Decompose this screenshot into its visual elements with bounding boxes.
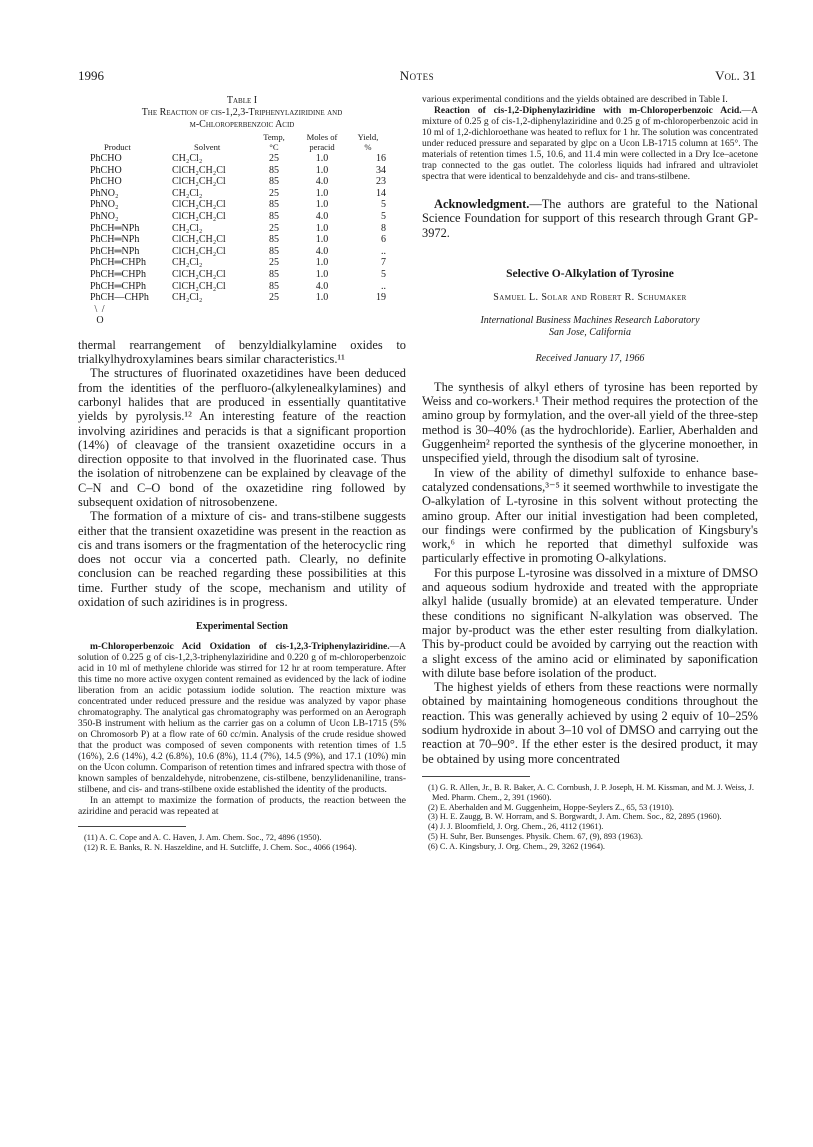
reaction-2-paragraph [422,106,758,183]
cell-solvent: CH₂Cl₂ [172,153,203,164]
article-paragraph-2: In view of the ability of dimethyl sulfoxide to enhance base-catalyzed condensations,³⁻⁵ it seemed worthwhile to investigate the O-alkylation of L-tyrosine in this solvent without protecting the amino group. After our initial investigation had been completed, our findings were confirmed by the publication of Kingsbury's work,⁶ in which he reported that dimethyl sulfoxide was particularly effective in promoting O-alkylations. [422,465,758,566]
cell-yield: .. [381,280,386,292]
article-paragraph-1: The synthesis of alkyl ethers of tyrosine has been reported by Weiss and co-workers.¹ Their method requires the protection of the amino group by formylation, and the over-all yield of the three-step method is 30–40% (as the hydrochloride). Earlier, Aberhalden and Guggenheim² reported the synthesis of the glycerine monoether, in unspecified yield, through the disodium salt of tyrosine. [422,379,758,466]
header-product: Product [104,141,131,152]
cell-solvent: ClCH₂CH₂Cl [172,164,226,176]
footnote: (12) R. E. Banks, R. N. Haszeldine, and H. Sutcliffe, J. Chem. Soc., 4066 (1964). [84,843,357,853]
affiliation-line-1: International Business Machines Research Laboratory [480,314,700,326]
table-row [88,153,388,165]
header-temp: Temp, °C [263,132,285,152]
article-title: Selective O-Alkylation of Tyrosine [506,267,674,280]
cell-solvent: ClCH₂CH₂Cl [172,199,226,211]
reaction-table [88,133,388,304]
cell-temp: 85 [269,199,279,211]
cell-product: PhCH═CHPh [90,268,146,280]
table-row [88,257,388,269]
cell-moles: 1.0 [315,257,329,269]
article-authors: Samuel L. Solar and Robert R. Schumaker [493,291,687,303]
continued-paragraph: various experimental conditions and the yields obtained are described in Table I. [422,95,728,105]
cell-yield: 5 [381,199,386,211]
reaction-2-text: —A mixture of 0.25 g of cis-1,2-diphenylaziridine and 0.25 g of m-chloroperbenzoic acid in 10 ml of 1,2-dichloroethane was heated to reflux for 1 hr. The solution was concentrated under reduced pressure and separated by glpc on a Ucon LB-1715 column at 165°. The materials of retention times 1.5, 10.6, and 11.4 min were collected in a Dry Ice–acetone trap connected to the gas outlet. The colorless liquids had infrared and ultraviolet spectra that were identical to benzaldehyde and cis- and trans-stilbene. [422,106,758,182]
affiliation-line-2: San Jose, California [549,326,631,338]
body-paragraph-3: The formation of a mixture of cis- and trans-stilbene suggests either that the transient oxazetidine was present in the reaction as cis and trans isomers or the fragmentation of the heterocyclic ring does not occur via a concerted path. Clearly, no definite conclusion can be reached regarding these possibilities at this time. Further study of the scope, mechanism and utility of oxidation of such aziridines is in progress. [78,509,406,610]
footnote: (3) H. E. Zaugg, B. W. Horram, and S. Borgwardt, J. Am. Chem. Soc., 82, 2895 (1960). [428,812,722,822]
table-row [88,223,388,235]
right-column [422,95,758,851]
section-name: Notes [399,68,435,83]
cell-product: PhCH═NPh [90,245,140,257]
experimental-heading: Experimental Section [196,621,288,633]
cell-moles: 4.0 [315,210,329,222]
cell-product: PhCHO [90,164,122,176]
table-row [88,165,388,177]
article-paragraph-4: The highest yields of ethers from these reactions were normally obtained by maintaining homogeneous conditions throughout the reaction. This was generally achieved by using 2 equiv of 10–25% sodium hydroxide in about 3–10 vol of DMSO and carrying out the reaction at 70–90°. If the ether ester is the desired product, it may be obtained by using more concentrated [422,680,758,766]
cell-moles: 4.0 [315,176,329,188]
footnote: (2) E. Aberhalden and M. Guggenheim, Hoppe-Seylers Z., 65, 53 (1910). [428,802,674,812]
footnote: (4) J. J. Bloomfield, J. Org. Chem., 26, 4112 (1961). [428,822,604,832]
cell-yield: 5 [381,210,386,222]
cell-product: PhCH═NPh [90,222,140,234]
table-row [88,211,388,223]
table-caption [78,95,406,131]
cell-temp: 85 [269,210,279,222]
cell-yield: 5 [381,268,386,280]
table-row [88,246,388,258]
cell-moles: 1.0 [315,187,329,199]
table-row [88,199,388,211]
cell-temp: 85 [269,164,279,176]
cell-moles: 1.0 [315,164,329,176]
cell-yield: .. [381,245,386,257]
acknowledgment-text: —The authors are grateful to the National Science Foundation for support of this research through Grant GP-3972. [422,197,758,240]
cell-yield: 23 [376,176,386,188]
cell-product: PhCH═NPh [90,234,140,246]
cell-temp: 25 [269,222,279,234]
cell-yield: 19 [376,292,386,304]
cell-product: PhCH—CHPh [90,292,149,304]
article-paragraph-3: For this purpose L-tyrosine was dissolved in a mixture of DMSO and aqueous sodium hydroxide and treated with the appropriate alkyl halide (usually bromide) at an elevated temperature. Under these conditions no significant N-alkylation was observed. The major by-product was the ether ester resulting from dialkylation. This by-product could be avoided by carrying out the reaction with a slight excess of the amino acid or eliminated by saponification with dilute base before isolation of the product. [422,565,758,680]
cell-temp: 25 [269,257,279,269]
cell-temp: 25 [269,187,279,199]
cell-moles: 1.0 [315,199,329,211]
table-row [88,176,388,188]
cell-solvent: ClCH₂CH₂Cl [172,268,226,280]
cell-temp: 25 [269,153,279,164]
cell-moles: 1.0 [315,292,329,304]
cell-product: PhNO₂ [90,187,119,199]
cell-moles: 1.0 [315,234,329,246]
cell-solvent: ClCH₂CH₂Cl [172,234,226,246]
cell-product: PhCH═CHPh [90,257,146,269]
footnote: (11) A. C. Cope and A. C. Haven, J. Am. Chem. Soc., 72, 4896 (1950). [84,833,322,843]
author-affiliation [422,315,758,339]
cell-solvent: ClCH₂CH₂Cl [172,280,226,292]
oxide-bridge: \ / [94,303,106,315]
page-number: 1996 [78,68,104,83]
table-title-line-1: The Reaction of cis-1,2,3-Triphenylaziridine and [141,107,343,118]
cell-solvent: CH₂Cl₂ [172,292,203,304]
body-paragraph-1: thermal rearrangement of benzyldialkylamine oxides to trialkylhydroxylamines bears similar characteristics.¹¹ [78,337,406,367]
footnote-rule [422,776,530,777]
cell-temp: 85 [269,268,279,280]
cell-moles: 1.0 [315,222,329,234]
header-yield: Yield, % [357,132,379,152]
cell-moles: 1.0 [315,153,329,164]
experimental-paragraph-2: In an attempt to maximize the formation of products, the reaction between the aziridine and peracid was repeated at [78,796,406,818]
table-title-line-2: m-Chloroperbenzoic Acid [189,119,295,130]
header-moles: Moles of peracid [306,132,338,152]
table-row [88,269,388,281]
received-date: Received January 17, 1966 [535,352,645,364]
header-solvent: Solvent [194,141,221,152]
cell-product: PhNO₂ [90,199,119,211]
table-number: Table I [226,95,258,106]
left-column [78,95,406,853]
experimental-paragraph-1 [78,642,406,796]
reaction-2-run-in-title: Reaction of cis-1,2-Diphenylaziridine with m-Chloroperbenzoic Acid. [434,106,742,116]
body-paragraph-2: The structures of fluorinated oxazetidines have been deduced from the identities of the perfluoro-(alkylenealkylamines) and carbonyl halides that are produced in essentially quantitative yields by pyrolysis.¹² An interesting feature of the reaction involving aziridines and peracids is that a significant proportion (14%) of cleavage of the transient oxazetidine occurs in a direction opposite to that involved in the fluorinated case. Thus the isolation of nitrobenzene can be explained by cleavage of the C–N and C–O bond of the oxazetidine ring followed by subsequent oxidation of nitrosobenzene. [78,366,406,509]
table-row [88,292,388,304]
cell-temp: 85 [269,234,279,246]
footnote: (5) H. Suhr, Ber. Bunsenges. Physik. Chem. 67, (9), 893 (1963). [428,831,643,841]
cell-yield: 7 [381,257,386,269]
cell-yield: 8 [381,222,386,234]
table-row [88,234,388,246]
cell-solvent: ClCH₂CH₂Cl [172,245,226,257]
cell-solvent: ClCH₂CH₂Cl [172,210,226,222]
table-row [88,188,388,200]
footnote-rule [78,826,186,827]
cell-moles: 4.0 [315,280,329,292]
cell-moles: 1.0 [315,268,329,280]
cell-solvent: CH₂Cl₂ [172,187,203,199]
table-header-row [88,133,388,153]
cell-temp: 85 [269,280,279,292]
cell-temp: 25 [269,292,279,304]
cell-yield: 6 [381,234,386,246]
cell-solvent: CH₂Cl₂ [172,257,203,269]
cell-product: PhNO₂ [90,210,119,222]
acknowledgment-paragraph [422,197,758,240]
cell-moles: 4.0 [315,245,329,257]
cell-solvent: CH₂Cl₂ [172,222,203,234]
acknowledgment-heading: Acknowledgment. [434,197,530,211]
cell-product: PhCH═CHPh [90,280,146,292]
experimental-run-in-title: m-Chloroperbenzoic Acid Oxidation of cis-1,2,3-Triphenylaziridine. [90,642,390,653]
experimental-text: —A solution of 0.225 g of cis-1,2,3-triphenylaziridine and 0.220 g of m-chloroperbenzoic acid in 10 ml of methylene chloride was stirred for 12 hr at room temperature. After this time no more active oxygen content remained as evidenced by the lack of iodine liberation from an acidic potassium iodide solution. The reaction mixture was concentrated under reduced pressure and the residue was analyzed by vapor phase chromatography. The analytical gas chromatography was performed on an Aerograph 350-B instrument with helium as the carrier gas on a column of Ucon LB-1715 (5% on Chromosorb P) at a flow rate of 60 cc/min. Analysis of the crude residue showed that the product was composed of seven components with retention times of 1.5 (16%), 2.6 (14%), 4.2 (6.8%), 10.6 (8%), 11.4 (7%), 14.5 (9%), and 17.1 (10%) min on the Ucon column. Comparison of retention times and infrared spectra with those of known samples of benzaldehyde, nitrobenzene, cis-stilbene, benzylidenaniline, trans-stilbene, and cis- and trans-stilbene oxide established the identity of the products. [78,642,406,796]
running-head [78,68,756,84]
volume-label: Vol. 31 [715,68,756,83]
table-row [88,281,388,293]
cell-product: PhCHO [90,176,122,188]
cell-yield: 14 [376,187,386,199]
cell-product: PhCHO [90,153,122,164]
oxide-oxygen: O [96,314,104,326]
cell-temp: 85 [269,176,279,188]
oxide-structure [90,304,406,328]
cell-yield: 34 [376,164,386,176]
cell-temp: 85 [269,245,279,257]
cell-yield: 16 [376,153,386,164]
cell-solvent: ClCH₂CH₂Cl [172,176,226,188]
footnote: (1) G. R. Allen, Jr., B. R. Baker, A. C. Cornbush, J. P. Joseph, H. M. Kissman, and M. J. Weiss, J. Med. Pharm. Chem., 2, 391 (1960). [428,782,754,802]
footnote: (6) C. A. Kingsbury, J. Org. Chem., 29, 3262 (1964). [428,841,606,851]
